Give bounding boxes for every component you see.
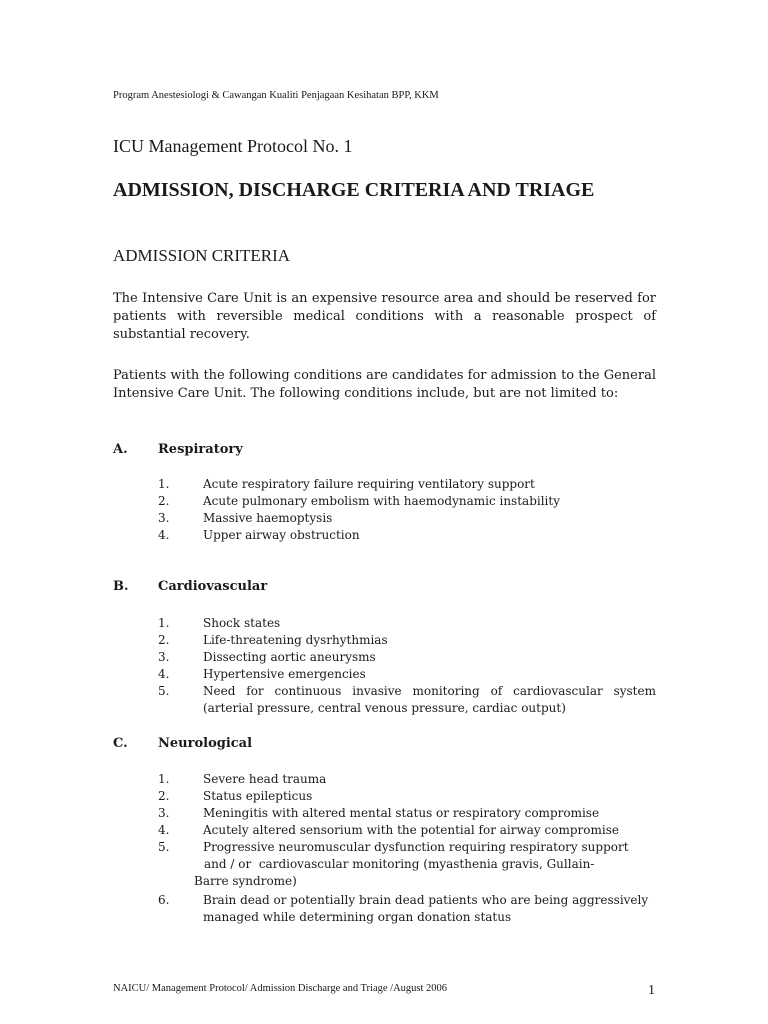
intro-paragraph: The Intensive Care Unit is an expensive resource area and should be reserved for patients with reversible medical conditions with a reasonable prospect of substantial recovery. <box>113 291 656 342</box>
list-item <box>158 839 656 890</box>
item-number: 3. <box>158 650 170 664</box>
item-number: 4. <box>158 667 170 681</box>
item-text-line: Brain dead or potentially brain dead patients who are being aggressively <box>203 893 649 907</box>
list-item <box>158 615 656 632</box>
item-text: Acute respiratory failure requiring ventilatory support <box>203 477 535 491</box>
list-item <box>158 683 656 717</box>
item-number: 4. <box>158 528 170 542</box>
section-heading: ADMISSION CRITERIA <box>113 246 291 265</box>
list-item <box>158 666 656 683</box>
item-text: Acute pulmonary embolism with haemodynamic instability <box>203 494 560 508</box>
item-number: 2. <box>158 789 170 803</box>
document-title: ADMISSION, DISCHARGE CRITERIA AND TRIAGE <box>113 179 595 201</box>
item-number: 3. <box>158 806 170 820</box>
item-number: 5. <box>158 684 170 698</box>
item-number: 1. <box>158 616 170 630</box>
list-item <box>158 527 656 544</box>
item-text-line: Progressive neuromuscular dysfunction requiring respiratory support <box>203 840 629 854</box>
item-number: 6. <box>158 893 170 907</box>
item-text-line: Barre syndrome) <box>194 874 297 888</box>
conditions-paragraph: Patients with the following conditions are candidates for admission to the General Intensive Care Unit. The following conditions include, but are not limited to: <box>113 368 656 401</box>
category-name-cardiovascular: Cardiovascular <box>158 579 268 594</box>
page-number: 1 <box>648 983 655 998</box>
item-number: 3. <box>158 511 170 525</box>
item-text: Status epilepticus <box>203 789 313 803</box>
list-item <box>158 649 656 666</box>
item-text: Acutely altered sensorium with the potential for airway compromise <box>203 823 619 837</box>
item-number: 4. <box>158 823 170 837</box>
item-number: 5. <box>158 840 170 854</box>
item-text: Meningitis with altered mental status or respiratory compromise <box>203 806 600 820</box>
category-letter-respiratory: A. <box>113 442 128 457</box>
item-number: 1. <box>158 772 170 786</box>
item-text: Shock states <box>203 616 281 630</box>
list-item <box>158 632 656 649</box>
list-item <box>158 476 656 493</box>
footer-text: NAICU/ Management Protocol/ Admission Discharge and Triage /August 2006 <box>113 983 448 994</box>
list-item <box>158 788 656 805</box>
item-text: Upper airway obstruction <box>203 528 360 542</box>
protocol-number: ICU Management Protocol No. 1 <box>113 136 353 156</box>
list-item <box>158 892 656 926</box>
list-item <box>158 805 656 822</box>
item-text: Severe head trauma <box>203 772 327 786</box>
category-name-respiratory: Respiratory <box>158 442 243 457</box>
category-letter-cardiovascular: B. <box>113 579 129 594</box>
item-text: Hypertensive emergencies <box>203 667 366 681</box>
category-letter-neurological: C. <box>113 736 128 751</box>
item-number: 2. <box>158 494 170 508</box>
list-item <box>158 510 656 527</box>
item-number: 1. <box>158 477 170 491</box>
category-name-neurological: Neurological <box>158 736 253 751</box>
list-item <box>158 493 656 510</box>
list-item <box>158 822 656 839</box>
item-text: Need for continuous invasive monitoring of cardiovascular system (arterial pressure, central venous pressure, cardiac output) <box>203 684 656 715</box>
item-text: Dissecting aortic aneurysms <box>203 650 376 664</box>
item-text: Life-threatening dysrhythmias <box>203 633 388 647</box>
header-institution: Program Anestesiologi & Cawangan Kualiti Penjagaan Kesihatan BPP, KKM <box>113 90 439 101</box>
item-text-line: managed while determining organ donation status <box>203 910 512 924</box>
item-text-line: and / or cardiovascular monitoring (myasthenia gravis, Gullain- <box>204 857 595 871</box>
item-number: 2. <box>158 633 170 647</box>
list-item <box>158 771 656 788</box>
item-text: Massive haemoptysis <box>203 511 333 525</box>
